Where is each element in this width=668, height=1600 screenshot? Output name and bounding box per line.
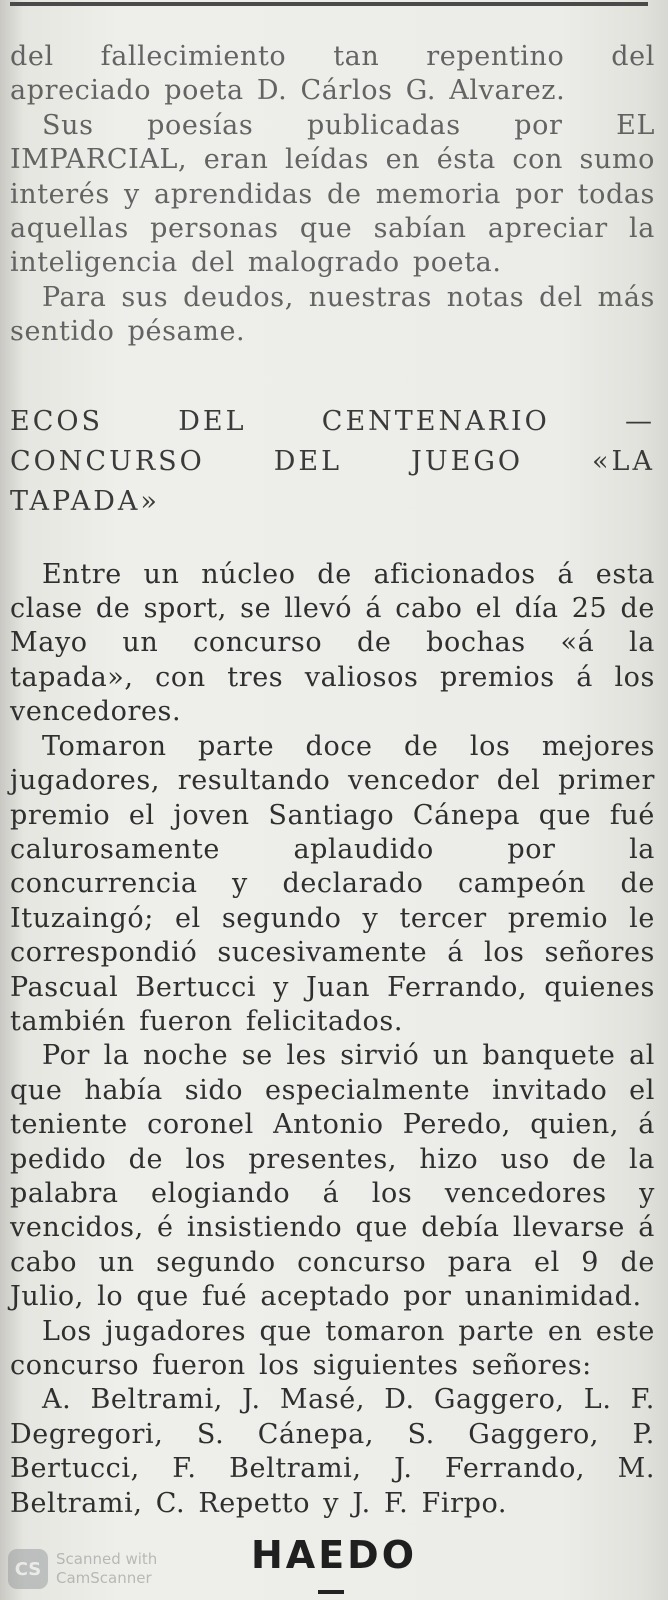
previous-article-condolence: Para sus deudos, nuestras notas del más sentido pésame. [10, 281, 655, 348]
section-rule [318, 1590, 344, 1594]
previous-article-ending: del fallecimiento tan repentino del apreciado poeta D. Cárlos G. Alvarez. [10, 41, 655, 107]
article-body [10, 558, 655, 1521]
article-paragraph-2: Tomaron parte doce de los mejores jugadores, resultando vencedor del primer premio el joven Santiago Cánepa que fué calurosamente aplaudido por la concurrencia y declarado campeón de Ituzaingó; el segundo y tercer premio le correspondió sucesivamente á los señores Pascual Bertucci y Juan Ferrando, quienes también fueron felicitados. [10, 730, 655, 1037]
watermark-line-1: Scanned with [56, 1550, 158, 1568]
top-column-rule [10, 2, 648, 6]
watermark-line-2: CamScanner [56, 1569, 152, 1587]
player-list: A. Beltrami, J. Masé, D. Gaggero, L. F. Degregori, S. Cánepa, S. Gaggero, P. Bertucci, F. Beltrami, J. Ferrando, M. Beltrami, C. Repetto y J. F. Firpo. [10, 1384, 655, 1519]
article-paragraph-4: Los jugadores que tomaron parte en este concurso fueron los siguientes señores: [10, 1315, 655, 1381]
text-column [10, 40, 655, 1521]
scanner-watermark [8, 1549, 157, 1589]
watermark-text [56, 1550, 157, 1588]
article-paragraph-3: Por la noche se les sirvió un banquete al que había sido especialmente invitado el teniente coronel Antonio Peredo, quien, á pedido de los presentes, hizo uso de la palabra elogiando á los vencedores y vencidos, é insistiendo que debía llevarse á cabo un segundo concurso para el 9 de Julio, lo que fué aceptado por unanimidad. [10, 1040, 655, 1313]
previous-article-paragraph: Sus poesías publicadas por EL IMPARCIAL, eran leídas en ésta con sumo interés y aprendidas de memoria por todas aquellas personas que sabían apreciar la inteligencia del malogrado poeta. [10, 109, 655, 279]
article-heading: ECOS DEL CENTENARIO — CONCURSO DEL JUEGO «LA TAPADA» [10, 405, 655, 517]
section-heading-haedo: HAEDO [250, 1533, 418, 1577]
article-paragraph-1: Entre un núcleo de aficionados á esta clase de sport, se llevó á cabo el día 25 de Mayo un concurso de bochas «á la tapada», con tres valiosos premios á los vencedores. [10, 558, 655, 728]
camscanner-icon: CS [8, 1549, 48, 1589]
